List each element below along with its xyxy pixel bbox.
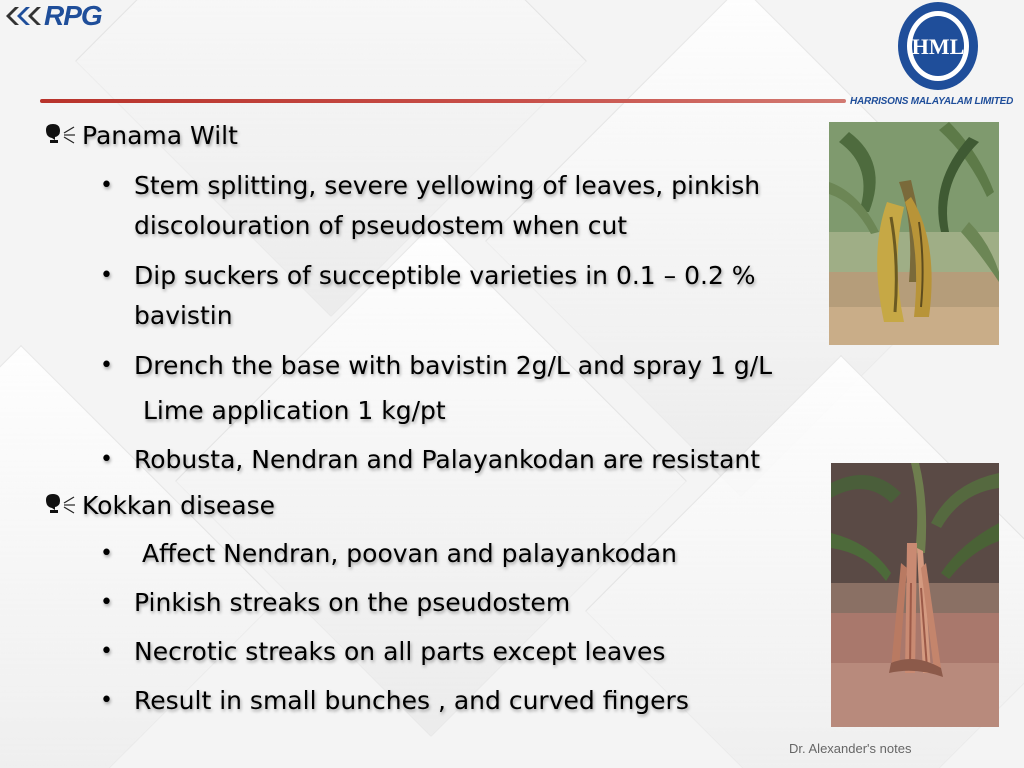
list-item [100, 256, 834, 336]
topic-title: Panama Wilt [82, 121, 238, 150]
list-item-text: Necrotic streaks on all parts except leaves [134, 637, 666, 666]
bullet-dot: • [100, 447, 113, 472]
bullet-dot: • [100, 639, 113, 664]
bullet-dot: • [100, 353, 113, 378]
list-item-text: Pinkish streaks on the pseudostem [134, 588, 571, 617]
list-item-text: Dip suckers of succeptible varieties in 0.1 – 0.2 % bavistin [134, 261, 756, 330]
rpg-logo [6, 2, 102, 30]
list-item [100, 440, 834, 480]
slide-content [44, 118, 834, 721]
list-item-text: Result in small bunches , and curved fingers [134, 686, 689, 715]
hml-logo [896, 0, 980, 94]
list-item [100, 534, 834, 574]
list-item [100, 632, 834, 672]
list-item [100, 681, 834, 721]
list-item-text: Stem splitting, severe yellowing of leaves, pinkish discolouration of pseudostem when cut [134, 171, 761, 240]
topic-panama-wilt [44, 118, 834, 154]
bullet-dot: • [100, 541, 113, 566]
speaker-bullet-icon [44, 494, 82, 518]
indented-text: Lime application 1 kg/pt [143, 396, 446, 425]
topic-title: Kokkan disease [82, 491, 276, 520]
rpg-logo-text: RPG [44, 0, 102, 31]
bullet-dot: • [100, 173, 113, 198]
list-item-text: Robusta, Nendran and Palayankodan are resistant [134, 445, 761, 474]
kokkan-disease-photo [831, 463, 999, 727]
speaker-bullet-icon [44, 124, 82, 148]
chevron-logo-icon [6, 5, 42, 27]
hml-logo-text: HML [911, 34, 965, 59]
topic-kokkan-disease [44, 488, 834, 524]
panama-wilt-photo [829, 122, 999, 345]
footer-note: Dr. Alexander's notes [789, 741, 912, 756]
list-item-text: Affect Nendran, poovan and palayankodan [134, 539, 677, 568]
list-item [100, 346, 834, 386]
list-item-text: Drench the base with bavistin 2g/L and spray 1 g/L [134, 351, 773, 380]
bullet-dot: • [100, 688, 113, 713]
company-name: HARRISONS MALAYALAM LIMITED [850, 96, 1014, 107]
bullet-dot: • [100, 263, 113, 288]
list-item [100, 583, 834, 623]
bullet-dot: • [100, 590, 113, 615]
header-divider [40, 99, 846, 103]
list-item [100, 166, 834, 246]
